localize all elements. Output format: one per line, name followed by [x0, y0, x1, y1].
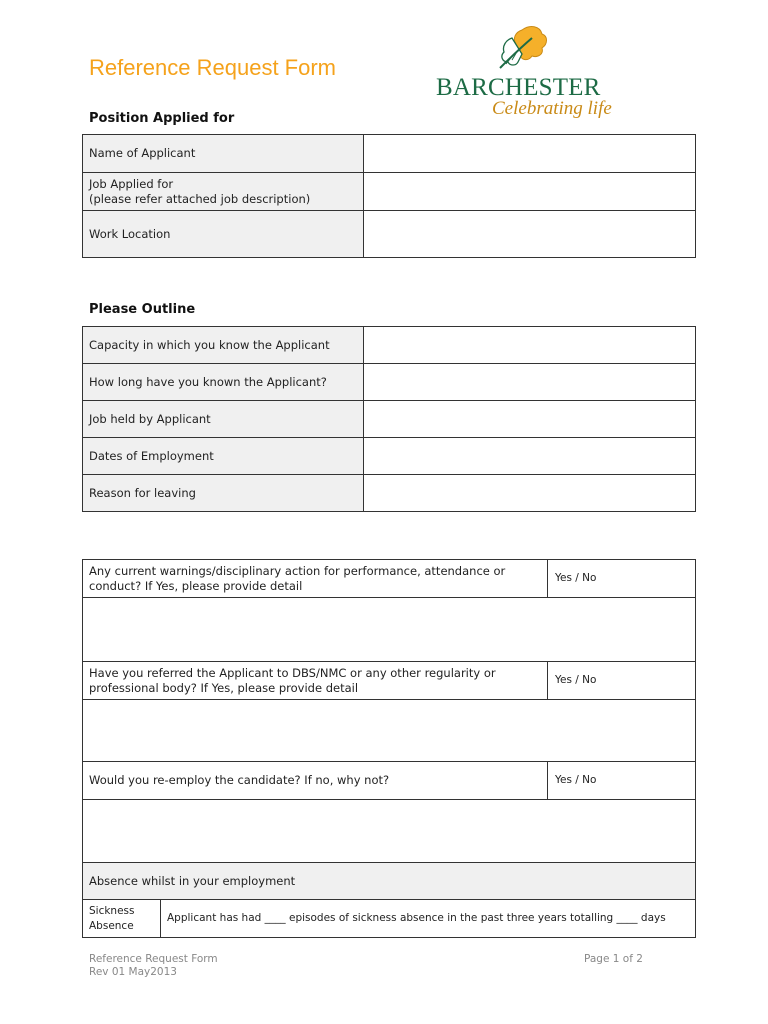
reemploy-yes-no[interactable]: Yes / No — [548, 762, 696, 800]
sickness-absence-text[interactable]: Applicant has had ____ episodes of sickness absence in the past three years totalling ____ days — [161, 900, 696, 938]
table-row — [83, 863, 696, 900]
table-row — [83, 364, 696, 401]
job-applied-label-line2: (please refer attached job description) — [89, 191, 311, 206]
sickness-label-line1: Sickness — [89, 904, 135, 917]
job-applied-field[interactable] — [364, 173, 696, 211]
sickness-absence-label — [83, 900, 161, 938]
referral-yes-no[interactable]: Yes / No — [548, 662, 696, 700]
logo-brand-text: BARCHESTER — [436, 74, 601, 101]
capacity-label: Capacity in which you know the Applicant — [83, 327, 364, 364]
job-held-field[interactable] — [364, 401, 696, 438]
table-row — [83, 900, 696, 938]
dates-of-employment-field[interactable] — [364, 438, 696, 475]
reason-for-leaving-label: Reason for leaving — [83, 475, 364, 512]
outline-table — [82, 326, 696, 512]
table-row — [83, 438, 696, 475]
footer-form-name: Reference Request Form — [89, 953, 218, 965]
footer-page-number: Page 1 of 2 — [584, 953, 643, 965]
sickness-label-line2: Absence — [89, 919, 134, 932]
warnings-question-line2: conduct? If Yes, please provide detail — [89, 578, 303, 593]
referral-question-line2: professional body? If Yes, please provide detail — [89, 680, 359, 695]
referral-question — [83, 662, 548, 700]
oak-leaf-icon — [492, 24, 552, 70]
work-location-field[interactable] — [364, 211, 696, 258]
reemploy-question: Would you re-employ the candidate? If no, why not? — [83, 762, 548, 800]
form-title: Reference Request Form — [89, 55, 336, 80]
referral-question-line1: Have you referred the Applicant to DBS/NMC or any other regularity or — [89, 665, 496, 680]
questions-table — [82, 559, 696, 938]
table-row — [83, 800, 696, 863]
table-row — [83, 135, 696, 173]
warnings-question-line1: Any current warnings/disciplinary action for performance, attendance or — [89, 563, 506, 578]
footer-left — [89, 953, 218, 979]
table-row — [83, 662, 696, 700]
table-row — [83, 475, 696, 512]
footer-revision: Rev 01 May2013 — [89, 966, 177, 978]
table-row — [83, 560, 696, 598]
table-row — [83, 598, 696, 662]
position-table — [82, 134, 696, 258]
reason-for-leaving-field[interactable] — [364, 475, 696, 512]
name-of-applicant-field[interactable] — [364, 135, 696, 173]
job-held-label: Job held by Applicant — [83, 401, 364, 438]
table-row — [83, 173, 696, 211]
table-row — [83, 762, 696, 800]
logo-tagline: Celebrating life — [492, 98, 612, 119]
warnings-yes-no[interactable]: Yes / No — [548, 560, 696, 598]
absence-heading: Absence whilst in your employment — [83, 863, 696, 900]
barchester-logo — [432, 24, 622, 124]
dates-of-employment-label: Dates of Employment — [83, 438, 364, 475]
table-row — [83, 401, 696, 438]
section-heading-position: Position Applied for — [89, 111, 235, 126]
name-of-applicant-label: Name of Applicant — [83, 135, 364, 173]
warnings-detail-field[interactable] — [83, 598, 696, 662]
section-heading-outline: Please Outline — [89, 302, 196, 317]
table-row — [83, 700, 696, 762]
how-long-label: How long have you known the Applicant? — [83, 364, 364, 401]
warnings-question — [83, 560, 548, 598]
referral-detail-field[interactable] — [83, 700, 696, 762]
work-location-label: Work Location — [83, 211, 364, 258]
table-row — [83, 327, 696, 364]
table-row — [83, 211, 696, 258]
job-applied-label-line1: Job Applied for — [89, 176, 174, 191]
job-applied-label — [83, 173, 364, 211]
reemploy-detail-field[interactable] — [83, 800, 696, 863]
how-long-field[interactable] — [364, 364, 696, 401]
capacity-field[interactable] — [364, 327, 696, 364]
